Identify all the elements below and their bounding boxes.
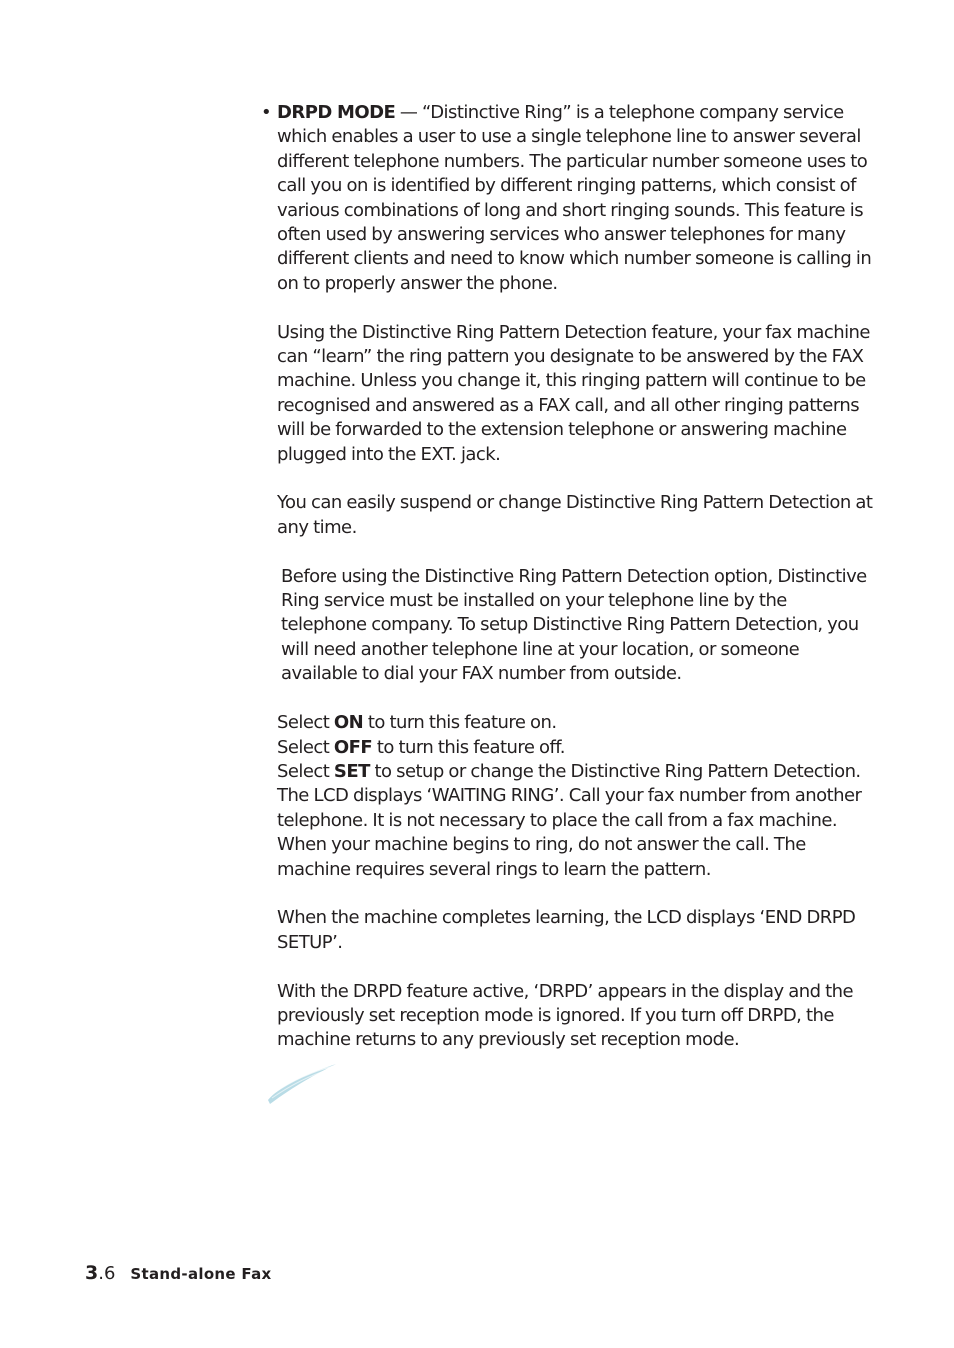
section-title: Stand-alone Fax [130,1265,272,1283]
drpd-active-paragraph: With the DRPD feature active, ‘DRPD’ appears in the display and the previously set reception mode is ignored. If you turn off DRPD, the machine returns to any previously set reception mode. [277,980,854,1051]
page-footer [85,1262,271,1288]
suspend-change-paragraph: You can easily suspend or change Distinctive Ring Pattern Detection at any time. [277,492,873,538]
drpd-mode-term: DRPD MODE [277,102,396,123]
page-body [261,101,877,1053]
select-options-block [277,711,877,882]
learning-complete-paragraph: When the machine completes learning, the LCD displays ‘END DRPD SETUP’. [277,907,856,953]
drpd-mode-paragraph [261,101,877,296]
option-on-key: ON [333,712,364,734]
prerequisite-note: Before using the Distinctive Ring Pattern Detection option, Distinctive Ring service must be installed on your telephone line by the telephone company. To setup Distinctive Ring Pattern Detection, you will need another telephone line at your location, or someone available to dial your FAX number from outside. [281,565,867,685]
option-set-key: SET [333,760,370,782]
note-swash-icon [264,1060,340,1106]
bullet-marker: • [261,102,272,123]
drpd-mode-description: — “Distinctive Ring” is a telephone company service which enables a user to use a single telephone line to answer several different telephone numbers. The particular number someone uses to call you on is identified by different ringing patterns, which consist of various combinations of long and short ringing sounds. This feature is often used by answering services who answer telephones for many different clients and need to know which number someone is calling in on to properly answer the phone. [277,102,872,294]
option-off-line: Select OFF to turn this feature off. [277,736,565,758]
option-set-line: Select SET to setup or change the Distinctive Ring Pattern Detection. The LCD displays ‘WAITING RING’. Call your fax number from another telephone. It is not necessary to place the call from a fax machine. When your machine begins to ring, do not answer the call. The machine requires several rings to learn the pattern. [277,760,862,880]
page-number: .6 [98,1263,116,1284]
option-on-line: Select ON to turn this feature on. [277,712,557,734]
option-off-key: OFF [333,736,373,758]
ring-pattern-learning-paragraph: Using the Distinctive Ring Pattern Detection feature, your fax machine can “learn” the ring pattern you designate to be answered by the FAX machine. Unless you change it, this ringing pattern will continue to be recognised and answered as a FAX call, and all other ringing patterns will be forwarded to the extension telephone or answering machine plugged into the EXT. jack. [277,321,870,465]
chapter-number: 3 [85,1262,99,1284]
